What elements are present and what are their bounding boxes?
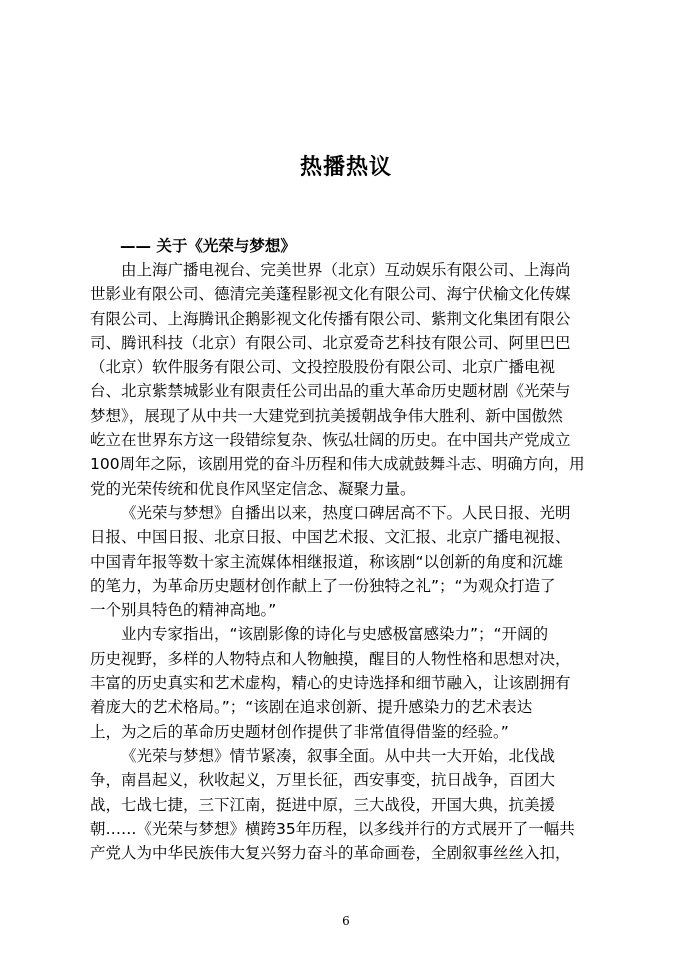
text-line: 由上海广播电视台、完美世界（北京）互动娱乐有限公司、上海尚 — [121, 261, 571, 279]
text-line: 上，为之后的革命历史题材创作提供了非常值得借鉴的经验。” — [90, 722, 509, 741]
text-line: 100周年之际，该剧用党的奋斗历程和伟大成就鼓舞斗志、明确方向，用 — [90, 455, 585, 474]
text-line: 历史视野，多样的人物特点和人物触摸，醒目的人物性格和思想对决， — [90, 649, 571, 668]
text-line: 司、腾讯科技（北京）有限公司、北京爱奇艺科技有限公司、阿里巴巴 — [90, 333, 571, 352]
text-line: （北京）软件服务有限公司、文投控股股份有限公司、北京广播电视 — [90, 358, 556, 377]
text-line: 台、北京紫禁城影业有限责任公司出品的重大革命历史题材剧《光荣与 — [90, 382, 571, 401]
text-line: 屹立在世界东方这一段错综复杂、恢弘壮阔的历史。在中国共产党成立 — [90, 431, 571, 450]
text-line: 世影业有限公司、德清完美蓬程影视文化有限公司、海宁伏榆文化传媒 — [90, 285, 571, 304]
text-line: 业内专家指出，“该剧影像的诗化与史感极富感染力”；“开阔的 — [121, 625, 549, 644]
text-line: 争，南昌起义，秋收起义，万里长征，西安事变，抗日战争，百团大 — [90, 771, 556, 790]
text-line: 中国青年报等数十家主流媒体相继报道，称该剧“以创新的角度和沉雄 — [90, 552, 564, 571]
text-line: 产党人为中华民族伟大复兴努力奋斗的革命画卷，全剧叙事丝丝入扣， — [90, 844, 571, 863]
page-number: 6 — [342, 914, 350, 928]
text-line: 的笔力，为革命历史题材创作献上了一份独特之礼”；“为观众打造了 — [90, 576, 556, 595]
text-line: 梦想》，展现了从中共一大建党到抗美援朝战争伟大胜利、新中国傲然 — [90, 406, 563, 425]
text-line: 一个别具特色的精神高地。” — [90, 601, 277, 620]
text-line: 日报、中国日报、北京日报、中国艺术报、文汇报、北京广播电视报、 — [90, 528, 571, 547]
body-text — [90, 258, 608, 865]
text-line: 有限公司、上海腾讯企鹅影视文化传播有限公司、紫荆文化集团有限公 — [90, 309, 571, 328]
text-line: 朝……《光荣与梦想》横跨35年历程，以多线并行的方式展开了一幅共 — [90, 819, 575, 838]
text-line: 着庞大的艺术格局。”；“该剧在追求创新、提升感染力的艺术表达 — [90, 698, 533, 717]
page-title: 热播热议 — [299, 154, 392, 180]
text-line: 《光荣与梦想》情节紧凑，叙事全面。从中共一大开始，北伐战 — [121, 746, 556, 765]
text-line: 《光荣与梦想》自播出以来，热度口碑居高不下。人民日报、光明 — [121, 503, 571, 522]
subtitle: —— 关于《光荣与梦想》 — [120, 237, 296, 255]
text-line: 丰富的历史真实和艺术虚构，精心的史诗选择和细节融入，让该剧拥有 — [90, 674, 571, 693]
text-line: 战，七战七捷，三下江南，挺进中原，三大战役，开国大典，抗美援 — [90, 795, 556, 814]
text-line: 党的光荣传统和优良作风坚定信念、凝聚力量。 — [90, 479, 416, 498]
